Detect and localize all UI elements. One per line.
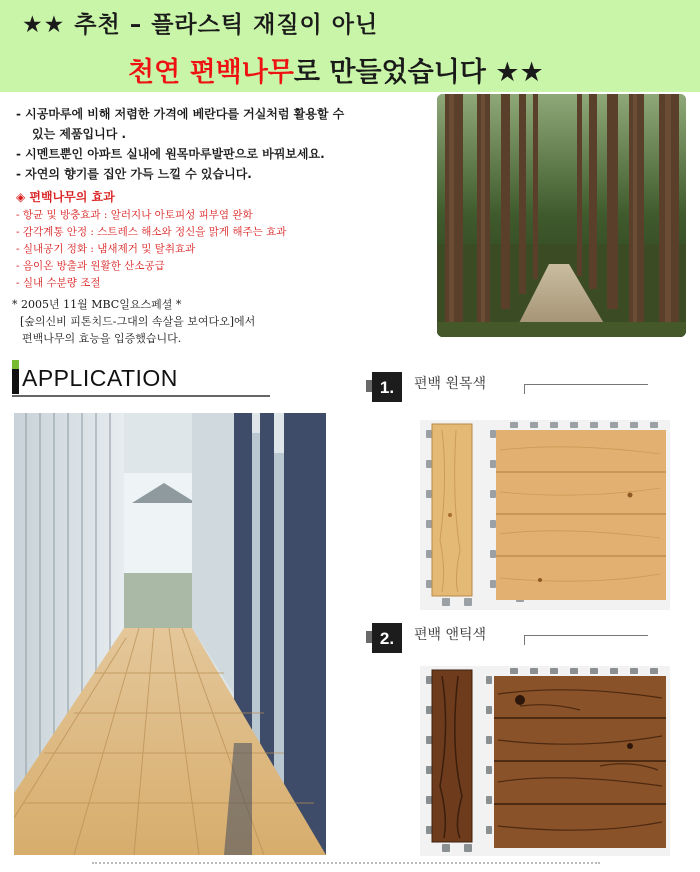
footer-divider — [92, 862, 600, 864]
product-name: 편백 원목색 — [414, 376, 487, 392]
tv-note-line: 편백나무의 효능을 입증했습니다. — [22, 332, 182, 345]
intro-line: - 자연의 향기를 집안 가득 느낄 수 있습니다. — [16, 167, 252, 181]
cypress-forest-photo — [437, 94, 686, 337]
effects-list — [16, 188, 426, 292]
effects-heading: ◈ 편백나무의 효과 — [16, 190, 115, 204]
tv-note-line: [숲의신비 피톤치드-그대의 속살을 보여다오]에서 — [20, 315, 256, 328]
intro-line: - 시공마루에 비해 저렴한 가격에 베란다를 거실처럼 활용할 수 — [16, 107, 345, 121]
star-icon: ★★ — [495, 57, 544, 88]
heading-bar — [12, 360, 19, 394]
effect-item: - 항균 및 방충효과 : 알러지나 아토피성 피부염 완화 — [16, 209, 253, 221]
product-number: 1. — [372, 372, 402, 402]
antique-wood-tile-photo — [420, 666, 670, 860]
product-number: 2. — [372, 623, 402, 653]
application-title: APPLICATION — [22, 365, 178, 391]
label-rule — [524, 635, 648, 636]
header-banner — [0, 0, 700, 92]
effect-item: - 실내 수분량 조절 — [16, 277, 101, 289]
banner-line-2-text: 로 만들었습니다 — [293, 57, 486, 88]
effect-item: - 실내공기 정화 : 냄새제거 및 탈취효과 — [16, 243, 196, 255]
veranda-application-photo — [14, 413, 326, 855]
banner-line-1 — [22, 6, 378, 39]
product-name: 편백 앤틱색 — [414, 627, 487, 643]
effect-item: - 음이온 방출과 원활한 산소공급 — [16, 260, 165, 272]
intro-text — [16, 104, 426, 184]
natural-wood-tile-photo — [420, 420, 670, 614]
tv-note-line: * 2005년 11월 MBC일요스페셜 * — [12, 298, 182, 311]
label-rule — [524, 384, 648, 385]
intro-line: 있는 제품입니다 . — [32, 127, 127, 141]
banner-line-2 — [128, 50, 544, 89]
effect-item: - 감각계통 안정 : 스트레스 해소와 정신을 맑게 해주는 효과 — [16, 226, 287, 238]
heading-underline — [12, 395, 270, 397]
intro-line: - 시멘트뿐인 아파트 실내에 원목마루발판으로 바꿔보세요. — [16, 147, 325, 161]
tv-program-note — [12, 296, 432, 347]
star-icon: ★★ — [22, 12, 66, 38]
label-rule — [524, 635, 525, 645]
banner-highlight: 천연 편백나무 — [128, 57, 294, 88]
label-rule — [524, 384, 525, 394]
banner-line-1-text: 추천 – 플라스틱 재질이 아닌 — [74, 12, 379, 38]
